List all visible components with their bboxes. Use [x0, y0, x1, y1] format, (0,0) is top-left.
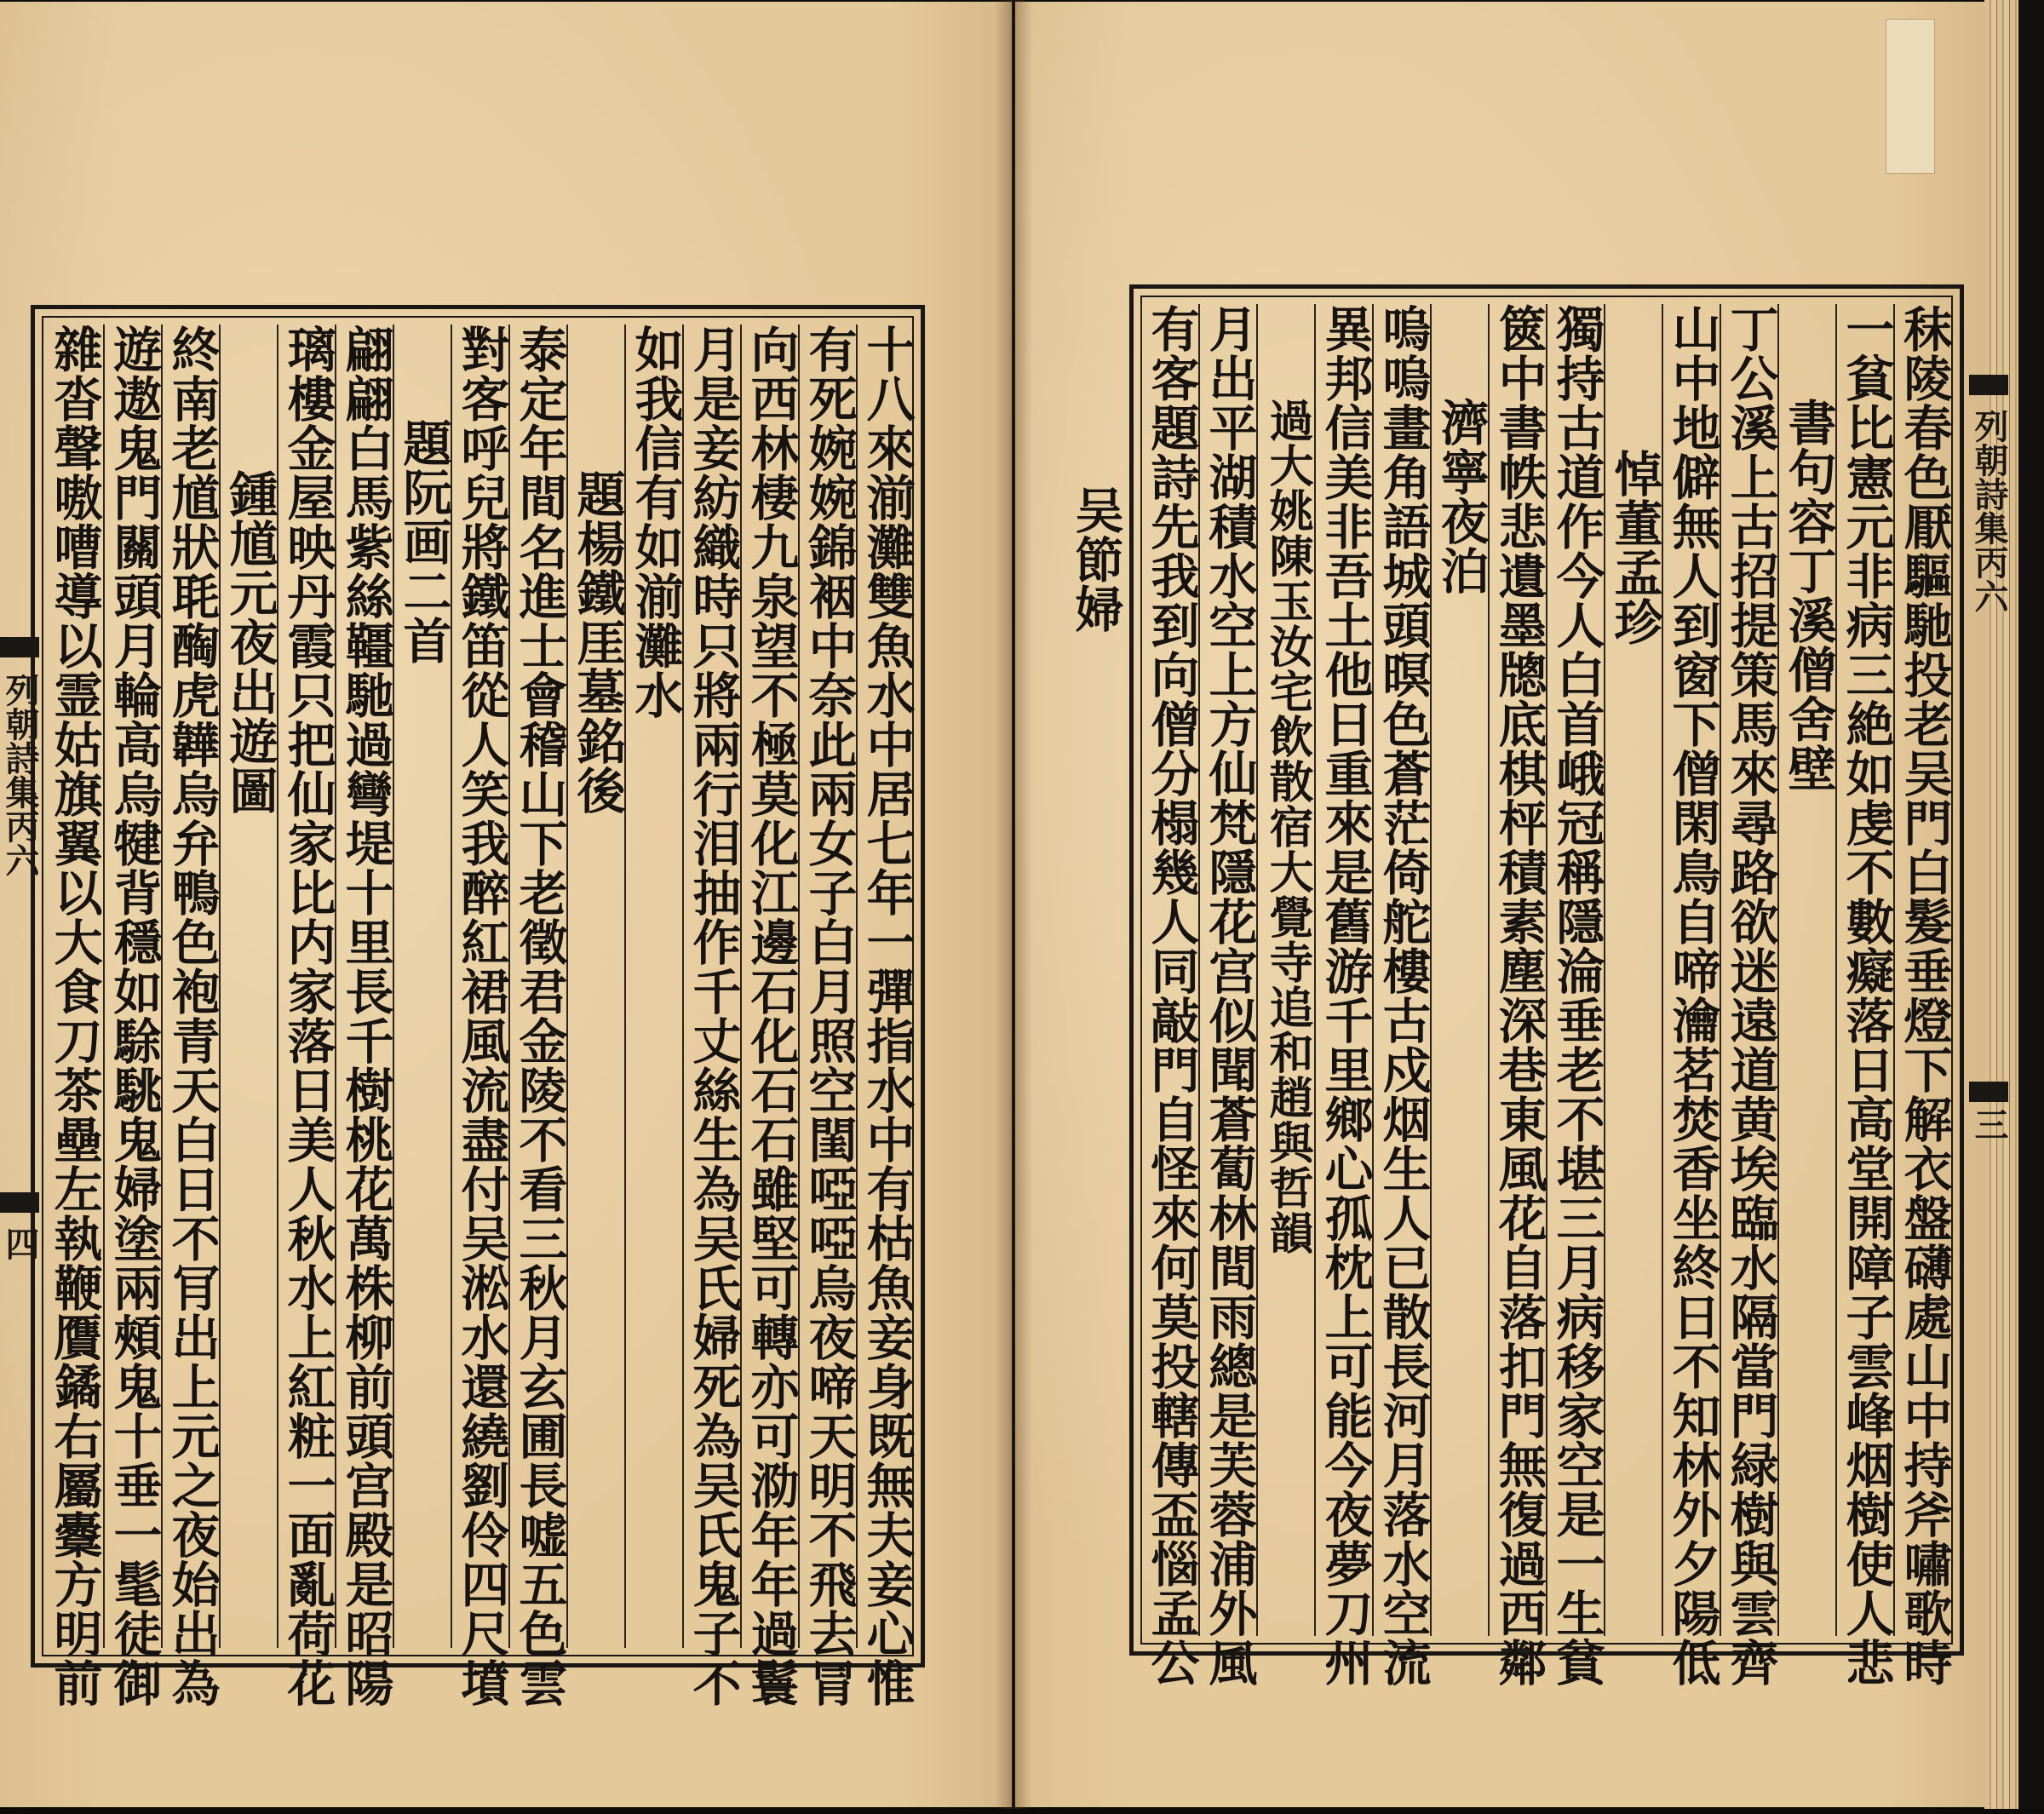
text-column: 對客呼兒將鐵笛從人笑我醉紅裙風流盡付吴淞水還繞劉伶四尺墳	[451, 324, 510, 1648]
poem-title: 吴節婦	[1067, 485, 1124, 634]
right-text-frame	[1129, 284, 1964, 1687]
text-column: 如我信有如湔灘水	[624, 324, 684, 1648]
text-column: 嗚嗚畫角語城頭暝色蒼茫倚舵樓古戍烟生人已散長河月落水空流	[1372, 304, 1432, 1636]
text-column: 山中地僻無人到窗下僧閑鳥自啼瀹茗焚香坐終日不知林外夕陽低	[1662, 304, 1721, 1636]
poem-title: 悼董孟珍	[1604, 304, 1663, 1636]
text-column: 終南老馗狀毦醄虎韡烏弁鴨色袍青天白日不肎出上元之夜始出為	[161, 324, 221, 1648]
book-gutter	[995, 0, 1032, 1809]
text-column: 秣陵春色厭驅馳投老吴門白髮垂燈下解衣盤礴處山中持斧嘯歌時	[1893, 304, 1953, 1636]
poem-title: 書句容丁溪僧舍壁	[1777, 304, 1837, 1636]
text-column: 篋中書帙悲遺墨牕底棋枰積素塵深巷東風花自落扣門無復過西鄰	[1488, 304, 1547, 1636]
text-column: 一貧比憲元非病三絶如虔不數癡落日高堂開障子雲峰烟樹使人悲	[1835, 304, 1895, 1636]
text-column: 翩翩白馬紫絲韁馳過彎堤十里長千樹桃花萬株柳前頭宫殿是昭陽	[335, 324, 394, 1648]
text-column: 十八來湔灘雙魚水中居七年一彈指水中有枯魚妾身既無夫妾心惟	[856, 324, 916, 1648]
poem-title: 題楊鐵厓墓銘後	[566, 324, 626, 1648]
spine-page-number: 三	[1969, 1107, 2009, 1141]
text-column: 璃樓金屋映丹霞只把仙家比内家落日美人秋水上紅粧一面亂荷花	[277, 324, 336, 1648]
text-column: 獨持古道作今人白首峨冠稱隱淪垂老不堪三月病移家空是一生貧	[1546, 304, 1605, 1636]
poem-title: 濟寧夜泊	[1430, 304, 1490, 1636]
spine-page-number: 四	[0, 1226, 40, 1260]
poem-title: 過大姚陳玉汝宅飲散宿大覺寺追和趙與哲韻	[1256, 304, 1316, 1636]
text-column: 有客題詩先我到向僧分榻幾人同敲門自怪來何莫投轄傳盃惱孟公	[1140, 304, 1200, 1636]
text-column: 丁公溪上古招提策馬來尋路欲迷遠道黄埃臨水隔當門緑樹與雲齊	[1720, 304, 1779, 1636]
spine-fish-tail-mark	[0, 637, 39, 657]
spine-fish-tail-mark	[1969, 375, 2008, 395]
text-column: 泰定年間名進士會稽山下老徵君金陵不看三秋月玄圃長嘘五色雲	[508, 324, 568, 1648]
poem-title: 題阮画二首	[393, 324, 452, 1648]
text-column: 有死婉婉錦裀中奈此兩女子白月照空閨啞啞烏夜啼天明不飛去冐	[798, 324, 858, 1648]
text-column: 向西林棲九泉望不極莫化江邊石化石石雖堅可轉亦可泐年年過鬟	[740, 324, 800, 1648]
text-column: 遊遨鬼門關頭月輪高烏犍背穩如駼駣鬼婦塗兩頰鬼十垂一髦徒御	[103, 324, 163, 1648]
text-column: 月是妾紡織時只將兩行泪抽作千丈絲生為吴氏婦死為吴氏鬼子不	[682, 324, 742, 1648]
spine-title: 列朝詩集丙六	[1969, 409, 2009, 613]
spine-fish-tail-mark	[0, 1192, 39, 1213]
paper-tab	[1886, 19, 1935, 174]
text-column: 月出平湖積水空上方仙梵隱花宫似聞蒼蔔林間雨總是芙蓉浦外風	[1198, 304, 1258, 1636]
poem-title: 鍾馗元夜出遊圖	[219, 324, 278, 1648]
text-column: 異邦信美非吾土他日重來是舊游千里鄉心孤枕上可能今夜夢刀州	[1314, 304, 1374, 1636]
left-text-frame	[31, 305, 925, 1708]
spine-fish-tail-mark	[1969, 1082, 2008, 1102]
text-column: 雜沓聲嗷嘈導以霊姑旗翼以大食刀茶壘左執鞭贋鐍右屬櫜方明前	[46, 324, 103, 1708]
background-edge	[2018, 0, 2044, 1809]
spine-title: 列朝詩集丙六	[0, 673, 40, 877]
